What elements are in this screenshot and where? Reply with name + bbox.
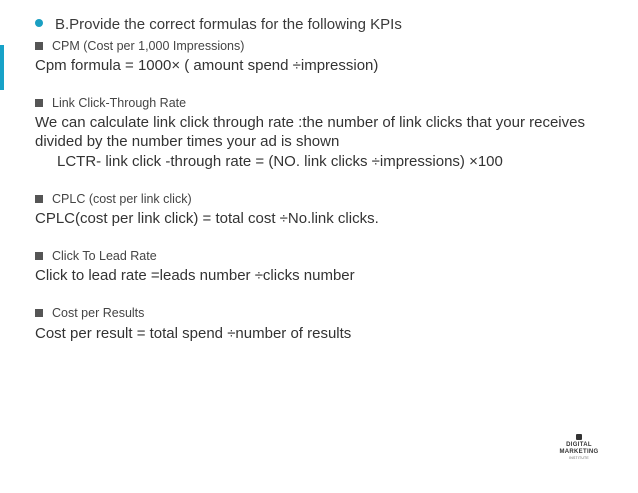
accent-bar: [0, 45, 4, 90]
formula-cpm: Cpm formula = 1000× ( amount spend ÷impression): [35, 57, 379, 74]
formula-cplc: CPLC(cost per link click) = total cost ÷No.link clicks.: [35, 210, 379, 227]
bullet-dot-icon: [35, 19, 43, 27]
section-title-link-ctr: [35, 97, 186, 110]
section-title-label: Cost per Results: [52, 306, 145, 320]
section-title-click-to-lead: [35, 250, 157, 263]
logo-brand-text: DIGITAL MARKETING: [559, 442, 599, 455]
square-bullet-icon: [35, 252, 43, 260]
section-title-cost-per-results: [35, 307, 144, 320]
description-link-ctr-line-1: We can calculate link click through rate :the number of link clicks that your receives: [35, 114, 585, 131]
slide-heading-row: [35, 17, 402, 32]
section-title-cpm: [35, 40, 244, 53]
formula-click-to-lead: Click to lead rate =leads number ÷clicks number: [35, 267, 355, 284]
section-title-label: Link Click-Through Rate: [52, 96, 187, 110]
square-bullet-icon: [35, 195, 43, 203]
logo-mark-icon: [576, 434, 582, 440]
formula-lctr: LCTR- link click -through rate = (NO. link clicks ÷impressions) ×100: [57, 153, 503, 170]
section-title-label: Click To Lead Rate: [52, 249, 157, 263]
formula-cost-per-result: Cost per result = total spend ÷number of results: [35, 325, 352, 342]
section-title-cplc: [35, 193, 192, 206]
section-title-label: CPLC (cost per link click): [52, 192, 192, 206]
section-title-label: CPM (Cost per 1,000 Impressions): [52, 39, 245, 53]
square-bullet-icon: [35, 42, 43, 50]
brand-logo: [555, 434, 603, 461]
square-bullet-icon: [35, 99, 43, 107]
slide-heading: B.Provide the correct formulas for the following KPIs: [55, 16, 402, 33]
logo-tagline: INSTITUTE: [569, 456, 589, 460]
description-link-ctr-line-2: divided by the number times your ad is shown: [35, 133, 340, 150]
square-bullet-icon: [35, 309, 43, 317]
